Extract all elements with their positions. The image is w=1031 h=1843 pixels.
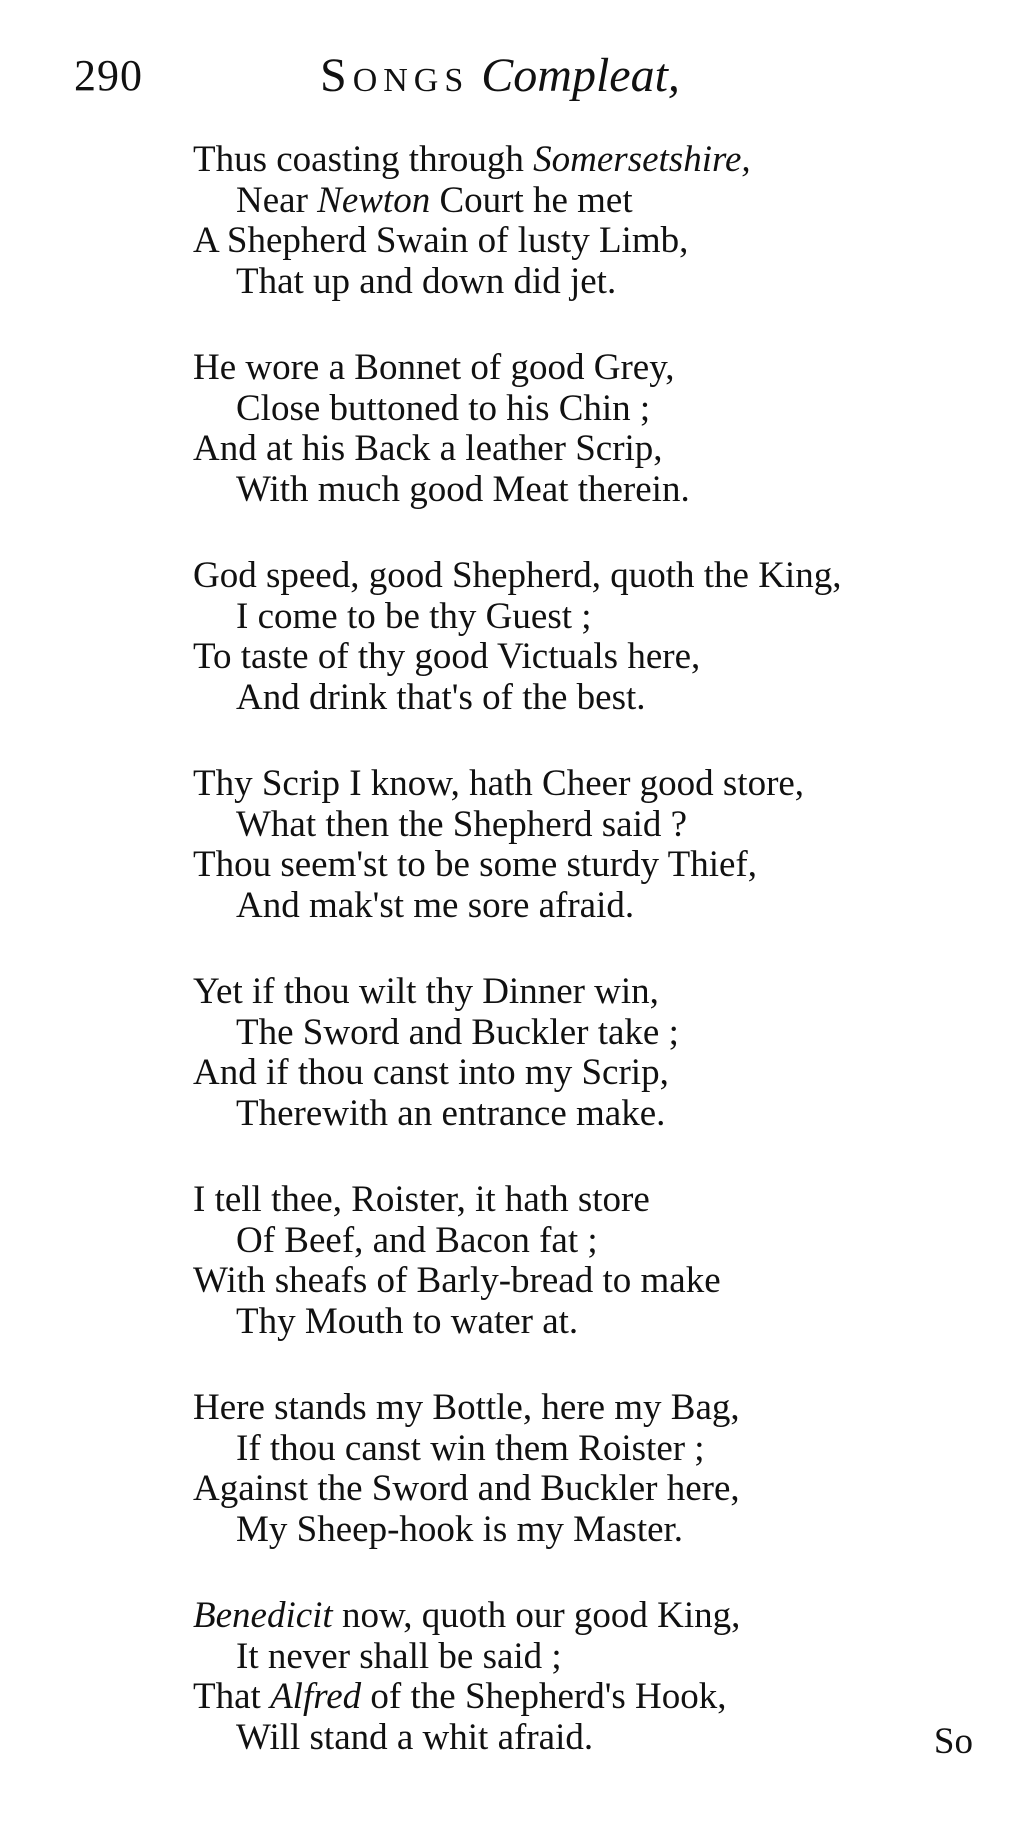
verse-line [193,972,993,1013]
verse-text: That up and down did jet. [236,260,617,302]
verse-text: Therewith an entrance make. [236,1092,666,1134]
running-head [320,48,680,103]
verse-text: That [193,1676,271,1717]
verse-text: I tell thee, Roister, it hath store [193,1179,650,1220]
verse-text: He wore a Bonnet of good Grey, [193,347,675,388]
verse-line [193,1510,993,1551]
verse-line [193,678,993,719]
verse-line [193,1013,993,1054]
verse-line [193,262,993,303]
verse-italic-text: Somersetshire, [533,139,751,180]
running-head-italic: Compleat, [481,49,680,102]
verse-line [193,1388,993,1429]
verse-line [193,1718,993,1759]
verse-line [193,1302,993,1343]
verse-text: And if thou canst into my Scrip, [193,1052,669,1093]
verse-text: What then the Shepherd said ? [236,803,688,845]
verse-text: Thy Scrip I know, hath Cheer good store, [193,763,805,804]
stanza [193,348,993,510]
verse-text: Against the Sword and Buckler here, [193,1468,740,1509]
stanza [193,764,993,926]
verse-line [193,429,993,470]
verse-text: Thou seem'st to be some sturdy Thief, [193,844,757,885]
verse-line [193,1637,993,1678]
verse-line [193,348,993,389]
catchword: So [933,1721,973,1762]
verse-line [193,637,993,678]
page-number: 290 [74,51,143,100]
verse-text-after-italic: now, quoth our good King, [332,1595,741,1636]
verse-line [193,1180,993,1221]
verse-line [193,181,993,222]
stanza [193,140,993,302]
verse-line [193,1677,993,1718]
verse-text: It never shall be said ; [236,1635,562,1677]
verse-line [193,1221,993,1262]
verse-text: Of Beef, and Bacon fat ; [236,1219,598,1261]
verse-italic-text: Alfred [270,1676,362,1717]
verse-text-after-italic: Court he met [430,179,633,221]
verse-line [193,221,993,262]
verse-text: God speed, good Shepherd, quoth the King, [193,555,842,596]
verse-line [193,1094,993,1135]
verse-text: A Shepherd Swain of lusty Limb, [193,220,689,261]
verse-italic-text: Benedicit [193,1595,333,1636]
verse-line [193,1596,993,1637]
verse-text: To taste of thy good Victuals here, [193,636,701,677]
verse-line [193,597,993,638]
verse-line [193,1261,993,1302]
verse-line [193,845,993,886]
stanza [193,1388,993,1550]
verse-text: And mak'st me sore afraid. [236,884,635,926]
stanza [193,556,993,718]
verse-line [193,556,993,597]
stanza [193,1596,993,1758]
verse-line [193,1469,993,1510]
verse-text: With sheafs of Barly-bread to make [193,1260,721,1301]
verse-line [193,764,993,805]
verse-line [193,389,993,430]
verse-line [193,140,993,181]
verse-text: And at his Back a leather Scrip, [193,428,663,469]
verse-text: Will stand a whit afraid. [236,1716,594,1758]
stanza [193,1180,993,1342]
verse-text: Thus coasting through [193,139,534,180]
verse-text: My Sheep-hook is my Master. [236,1508,684,1550]
verse-line [193,1053,993,1094]
verse-text-after-italic: of the Shepherd's Hook, [361,1676,727,1717]
verse-italic-text: Newton [317,179,431,221]
verse-text: Yet if thou wilt thy Dinner win, [193,971,659,1012]
verse-text: Close buttoned to his Chin ; [236,387,651,429]
poem [193,140,993,1804]
verse-text: I come to be thy Guest ; [236,595,592,637]
verse-line [193,1429,993,1470]
running-head-smallcaps: Songs [320,49,470,102]
stanza [193,972,993,1134]
verse-text: Thy Mouth to water at. [236,1300,579,1342]
verse-line [193,805,993,846]
verse-text: Here stands my Bottle, here my Bag, [193,1387,740,1428]
verse-line [193,886,993,927]
verse-text: And drink that's of the best. [236,676,646,718]
verse-text: Near [236,179,318,221]
verse-text: The Sword and Buckler take ; [236,1011,679,1053]
verse-text: If thou canst win them Roister ; [236,1427,705,1469]
verse-text: With much good Meat therein. [236,468,690,510]
verse-line [193,470,993,511]
